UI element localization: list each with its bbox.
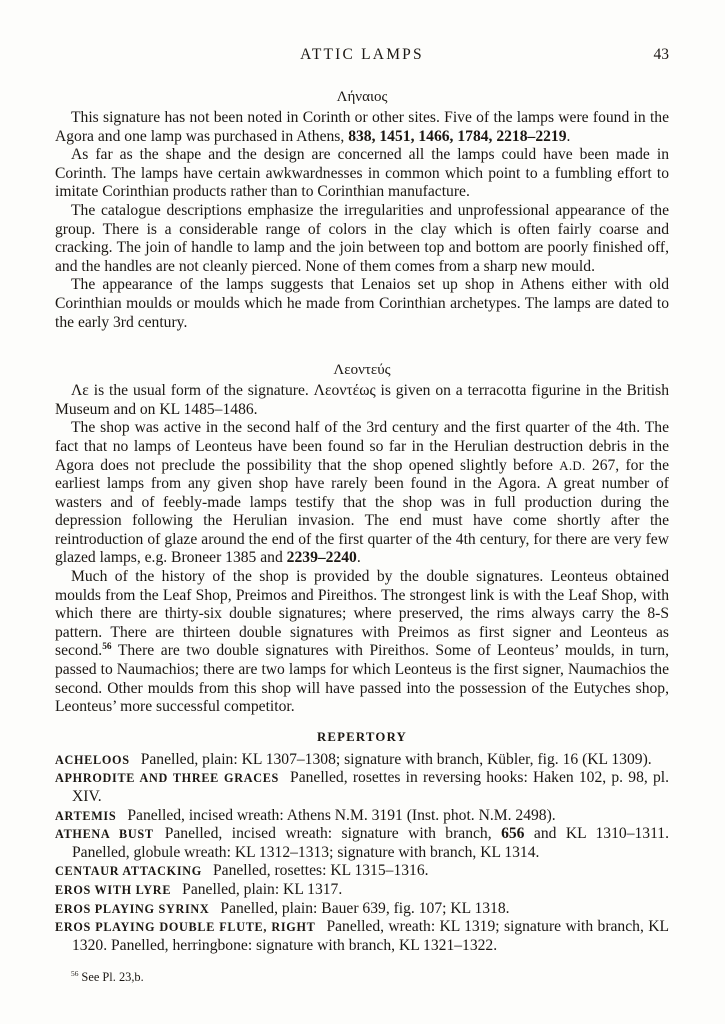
- repertory-headword: ACHELOOS: [55, 752, 130, 767]
- text-segment: Panelled, incised wreath: Athens N.M. 3191 (Inst. phot. N.M. 2498).: [127, 806, 556, 824]
- repertory-entries: [55, 751, 669, 956]
- repertory-entry: [55, 769, 669, 806]
- repertory-entry: [55, 900, 669, 919]
- text-segment: 267, for the earliest lamps from any given shop have rarely been found in the Agora. A great number of wasters and of feebly-made lamps testify that the shop was in full production during the depression following the Herulian invasion. The end must have come shortly after the reintroduction of glaze around the end of the first quarter of the 4th century, for there are very few glazed lamps, e.g. Broneer 1385 and: [55, 456, 670, 567]
- repertory-headword: EROS PLAYING SYRINX: [55, 901, 210, 916]
- text-segment: There are two double signatures with Pireithos. Some of Leonteus’ moulds, in turn, passed to Naumachios; there are two lamps for which Leonteus is the first signer, Naumachios the second. Other moulds from this shop will have passed into the possession of the Eutyches shop, Leonteus’ more successful competitor.: [55, 642, 669, 716]
- text-segment: and KL 1310–1311. Panelled, globule wreath: KL 1312–1313; signature with branch, KL 1314.: [72, 825, 670, 861]
- text-segment: Panelled, wreath: KL 1319; signature with branch, KL 1320. Panelled, herringbone: signature with branch, KL 1321–1322.: [72, 918, 669, 954]
- text-segment: .: [356, 549, 361, 567]
- repertory-headword: ARTEMIS: [55, 808, 117, 823]
- repertory-entry: [55, 862, 669, 881]
- section-leonteus: [55, 361, 669, 717]
- text-segment: 838, 1451, 1466, 1784, 2218–2219: [348, 127, 567, 145]
- text-segment: 656: [501, 825, 525, 843]
- repertory-entry: [55, 825, 669, 862]
- paragraph: [55, 382, 669, 419]
- text-segment: The catalogue descriptions emphasize the irregularities and unprofessional appearance of the group. There is a considerable range of colors in the clay which is often fairly coarse and cracking. The join of handle to lamp and the join between top and bottom are poorly finished off, and the handles are not cleanly pierced. None of them comes from a sharp new mould.: [55, 201, 669, 275]
- greek-heading-lenaios: Λήναιος: [336, 89, 388, 105]
- repertory-headword: CENTAUR ATTACKING: [55, 864, 202, 879]
- repertory-headword: EROS PLAYING DOUBLE FLUTE, RIGHT: [55, 920, 316, 935]
- section-lenaios-body: [55, 109, 669, 332]
- repertory-headword: ATHENA BUST: [55, 827, 154, 842]
- footnote-text: See Pl. 23,b.: [81, 970, 144, 985]
- text-segment: 56: [102, 642, 112, 653]
- repertory-headword: EROS WITH LYRE: [55, 882, 172, 897]
- text-segment: The appearance of the lamps suggests that Lenaios set up shop in Athens either with old Corinthian moulds or moulds which he made from Corinthian archetypes. The lamps are dated to the early 3rd century.: [55, 276, 669, 331]
- paragraph: [55, 202, 669, 276]
- text-segment: Panelled, incised wreath: signature with branch,: [164, 825, 502, 843]
- text-segment: As far as the shape and the design are concerned all the lamps could have been made in Corinth. The lamps have certain awkwardnesses in common which point to a fumbling effort to imitate Corinthian products rather than to Corinthian manufacture.: [55, 146, 669, 201]
- repertory-entry: [55, 751, 669, 770]
- footnote-marker: 56: [71, 969, 79, 979]
- text-segment: 2239–2240: [286, 549, 357, 567]
- paragraph: [55, 276, 669, 332]
- page-number: 43: [653, 46, 669, 63]
- section-leonteus-body: [55, 382, 669, 717]
- running-head: [55, 46, 669, 63]
- text-segment: Panelled, plain: Bauer 639, fig. 107; KL 1318.: [220, 899, 510, 917]
- repertory-entry: [55, 881, 669, 900]
- paragraph: [55, 419, 669, 568]
- text-segment: Λε is the usual form of the signature. Λεοντέως is given on a terracotta figurine in the British Museum and on KL 1485–1486.: [55, 382, 669, 418]
- paragraph: [55, 568, 669, 717]
- text-segment: Panelled, plain: KL 1307–1308; signature with branch, Kübler, fig. 16 (KL 1309).: [140, 750, 652, 768]
- text-segment: .: [566, 127, 571, 145]
- repertory-heading: REPERTORY: [316, 729, 407, 744]
- text-segment: Panelled, plain: KL 1317.: [182, 880, 343, 898]
- repertory-headword: APHRODITE AND THREE GRACES: [55, 771, 280, 786]
- repertory-entry: [55, 807, 669, 826]
- page-title: ATTIC LAMPS: [300, 46, 424, 63]
- text-segment: A.D.: [559, 458, 586, 473]
- text-segment: Panelled, rosettes in reversing hooks: Haken 102, p. 98, pl. XIV.: [72, 769, 669, 805]
- text-segment: Much of the history of the shop is provided by the double signatures. Leonteus obtained moulds from the Leaf Shop, Preimos and Pireithos. The strongest link is with the Leaf Shop, with which there are thirty-six double signatures; where preserved, the rims always carry the 8-S pattern. There are thirteen double signatures with Preimos as first signer and Leonteus as second.: [55, 568, 669, 660]
- repertory-entry: [55, 918, 669, 955]
- greek-heading-leonteus: Λεοντεύς: [333, 362, 391, 379]
- paragraph: [55, 146, 669, 202]
- text-segment: The shop was active in the second half of the 3rd century and the first quarter of the 4th. The fact that no lamps of Leonteus have been found so far in the Herulian destruction debris in the Agora does not preclude the possibility that the shop opened slightly before: [55, 419, 669, 474]
- text-segment: Panelled, rosettes: KL 1315–1316.: [213, 862, 429, 880]
- paragraph: [55, 109, 669, 146]
- text-segment: This signature has not been noted in Corinth or other sites. Five of the lamps were found in the Agora and one lamp was purchased in Athens,: [55, 109, 669, 145]
- footnote: [71, 970, 669, 985]
- section-lenaios: [55, 88, 669, 332]
- section-repertory: [55, 730, 669, 956]
